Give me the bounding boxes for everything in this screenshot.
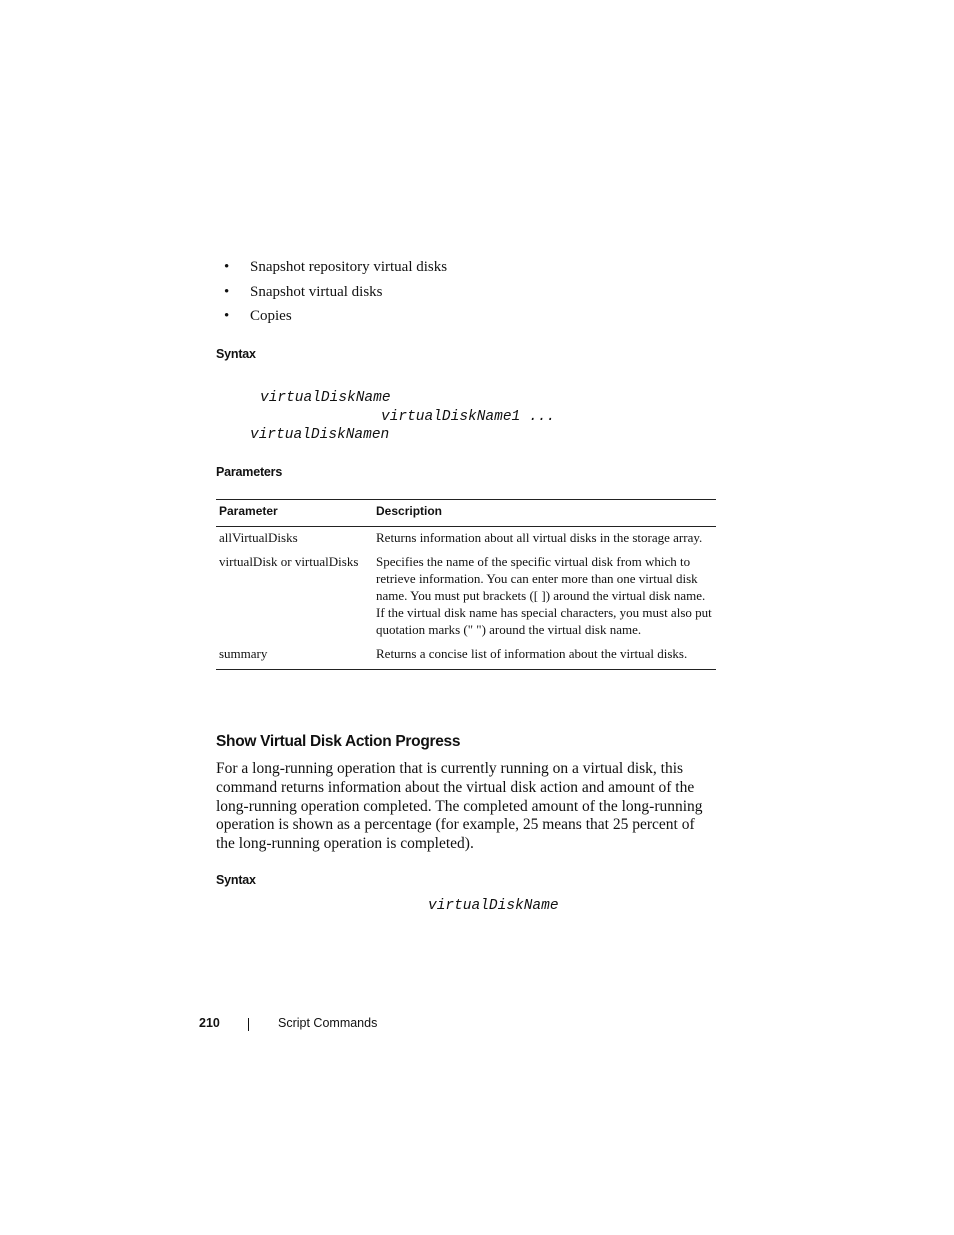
parameters-heading: Parameters xyxy=(216,465,283,479)
table-row xyxy=(216,527,716,554)
table-header-row xyxy=(216,500,716,527)
table-row xyxy=(216,645,716,670)
bullet-icon: • xyxy=(224,308,230,324)
syntax-code-line: virtualDiskName xyxy=(260,390,391,406)
syntax-code-line: virtualDiskName1 ... xyxy=(381,409,556,425)
parameters-table xyxy=(216,499,716,670)
page-number: 210 xyxy=(199,1016,220,1030)
list-item-text: Snapshot repository virtual disks xyxy=(250,259,448,275)
list-item-text: Copies xyxy=(250,308,292,324)
bullet-icon: • xyxy=(224,259,230,275)
column-header-description: Description xyxy=(373,500,716,527)
description-cell: Returns a concise list of information about the virtual disks. xyxy=(373,645,716,670)
parameter-cell: summary xyxy=(216,645,373,670)
list-item xyxy=(224,307,447,332)
syntax-code-line: virtualDiskName xyxy=(428,898,559,914)
section-title: Show Virtual Disk Action Progress xyxy=(216,733,461,750)
syntax-heading: Syntax xyxy=(216,347,256,361)
footer-title: Script Commands xyxy=(278,1016,378,1030)
parameter-cell: allVirtualDisks xyxy=(219,530,298,545)
description-cell: Specifies the name of the specific virtual disk from which to retrieve information. You can enter more than one virtual disk name. You must put brackets ([ ]) around the virtual disk name. If the virtual disk name has special characters, you must also put quotation marks (" ") around the virtual disk name. xyxy=(376,554,712,637)
bullet-list xyxy=(224,258,447,332)
syntax-code-line: virtualDiskNamen xyxy=(250,427,390,443)
list-item xyxy=(224,258,447,283)
column-header-parameter: Parameter xyxy=(216,500,373,527)
footer-separator xyxy=(248,1018,249,1031)
list-item-text: Snapshot virtual disks xyxy=(250,283,383,300)
section-paragraph: For a long-running operation that is currently running on a virtual disk, this command returns information about the virtual disk action and amount of the long-running operation completed. The completed amount of the long-running operation is shown as a percentage (for example, 25 means that 25 percent of the long-running operation is completed). xyxy=(216,760,703,853)
description-cell: Returns information about all virtual disks in the storage array. xyxy=(376,530,703,545)
table-row xyxy=(216,553,716,645)
list-item xyxy=(224,283,447,308)
parameter-cell: virtualDisk or virtualDisks xyxy=(219,554,359,569)
bullet-icon: • xyxy=(224,283,230,300)
syntax-heading: Syntax xyxy=(216,873,256,887)
